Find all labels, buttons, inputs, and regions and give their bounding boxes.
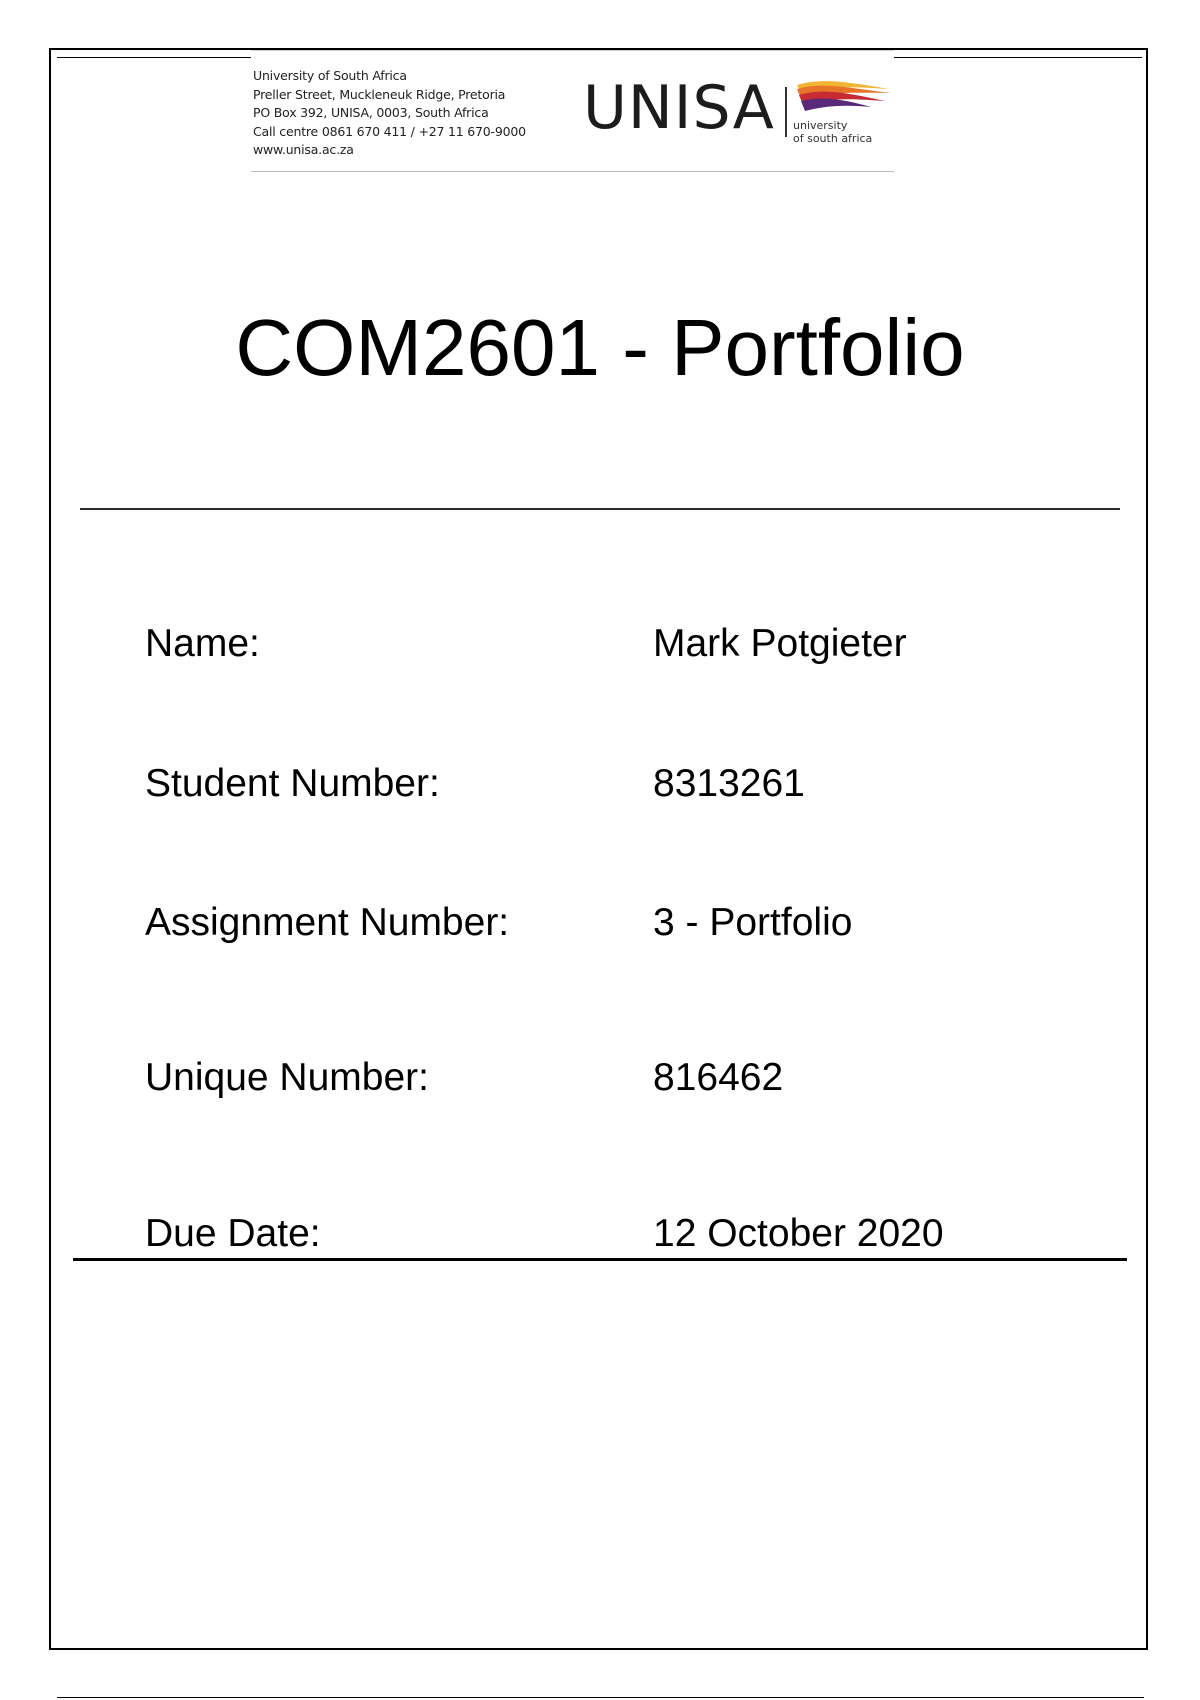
brand-wordmark: UNISA <box>583 73 775 143</box>
field-row-assignment-number <box>145 898 1125 948</box>
brand-tagline-line2: of south africa <box>793 132 873 145</box>
assignment-number-value: 3 - Portfolio <box>653 901 853 944</box>
address-line-po-box: PO Box 392, UNISA, 0003, South Africa <box>253 105 489 120</box>
page-border <box>49 48 1148 1650</box>
document-title: COM2601 - Portfolio <box>235 303 965 392</box>
brand-tagline <box>793 119 872 145</box>
field-row-due-date <box>145 1209 1125 1259</box>
name-value: Mark Potgieter <box>653 622 907 665</box>
field-row-unique-number <box>145 1053 1125 1103</box>
student-number-value: 8313261 <box>653 762 805 805</box>
address-line-call-centre: Call centre 0861 670 411 / +27 11 670-9000 <box>253 123 526 139</box>
unique-number-label: Unique Number: <box>145 1056 429 1099</box>
unisa-flame-logo-icon <box>793 79 893 119</box>
field-row-student-number <box>145 759 1125 809</box>
student-number-label: Student Number: <box>145 762 440 805</box>
title-underline-rule <box>80 508 1120 510</box>
logo-purple-swoosh <box>801 99 871 111</box>
field-row-name <box>145 619 1125 669</box>
brand-divider <box>785 87 787 137</box>
page-bottom-rule <box>57 1697 1144 1698</box>
due-date-value: 12 October 2020 <box>653 1212 944 1255</box>
top-rule-right <box>892 57 1142 58</box>
assignment-number-label: Assignment Number: <box>145 901 510 944</box>
brand-tagline-line1: university <box>793 119 848 132</box>
top-rule-left <box>57 57 253 58</box>
due-date-rule <box>73 1258 1127 1261</box>
letterhead <box>251 50 894 172</box>
unique-number-value: 816462 <box>653 1056 784 1099</box>
due-date-label: Due Date: <box>145 1212 321 1255</box>
address-line-street: Preller Street, Muckleneuk Ridge, Pretoria <box>253 86 506 102</box>
address-line-university: University of South Africa <box>253 68 407 83</box>
name-label: Name: <box>145 622 260 665</box>
address-block <box>253 67 526 160</box>
address-line-website: www.unisa.ac.za <box>253 142 354 157</box>
